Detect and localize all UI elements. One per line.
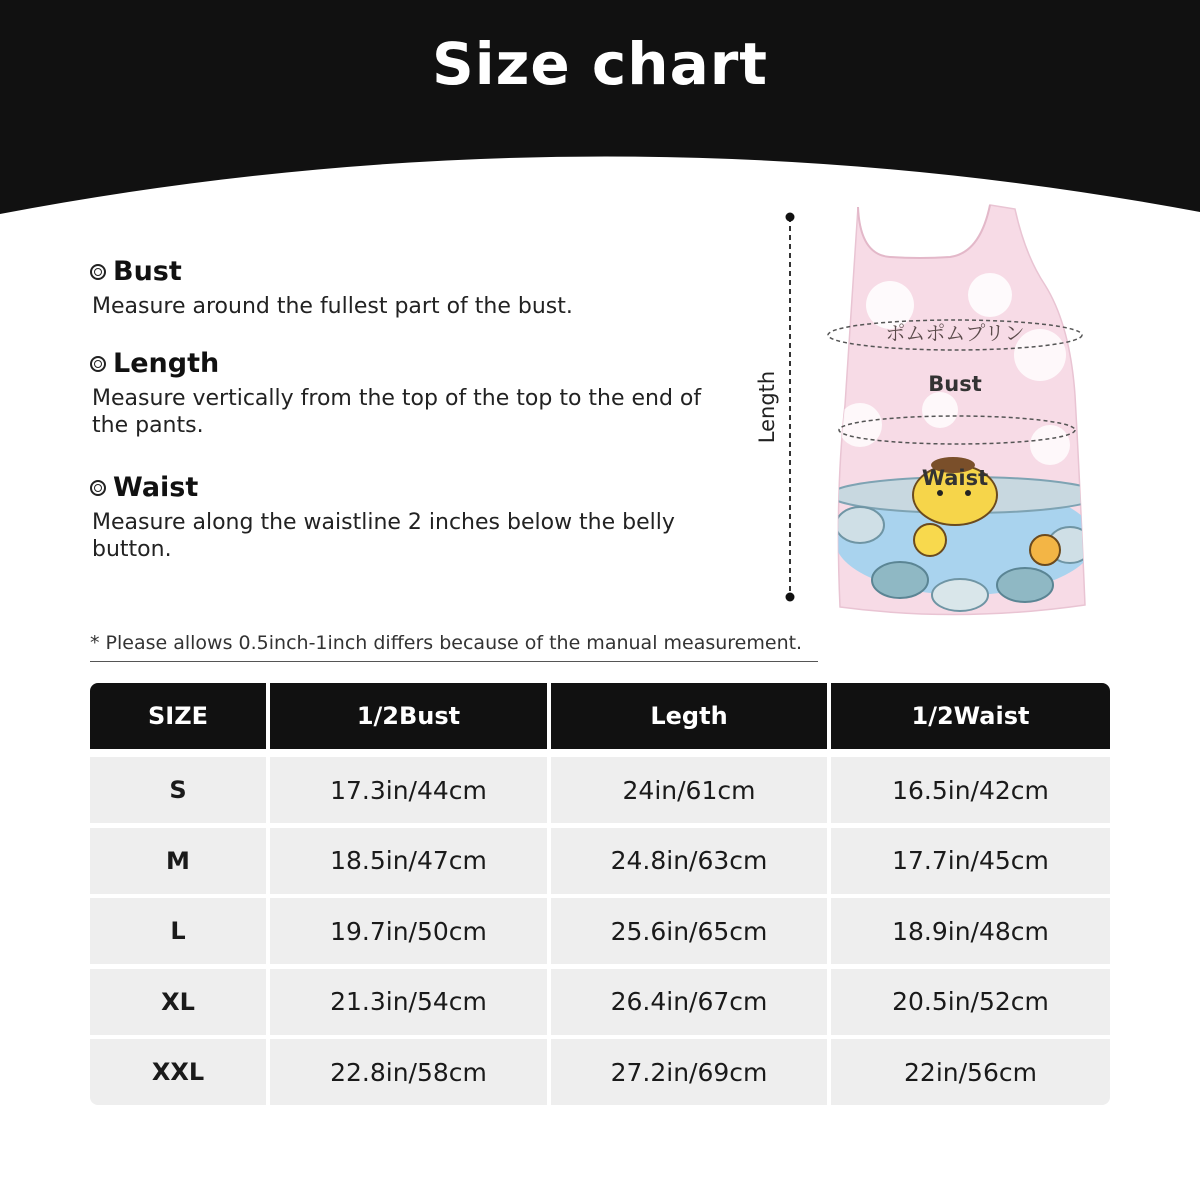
size-table [90, 683, 1110, 1105]
garment-figure [740, 195, 1100, 625]
measure-length-title: Length [113, 348, 220, 379]
header-size: SIZE [90, 683, 266, 749]
bust-cell: 22.8in/58cm [270, 1039, 547, 1105]
tank-top-illustration [740, 195, 1100, 625]
measure-waist [90, 472, 730, 563]
measure-length [90, 348, 730, 439]
measure-waist-title: Waist [113, 472, 199, 503]
waist-cell: 18.9in/48cm [831, 898, 1110, 964]
header-half-bust: 1/2Bust [270, 683, 547, 749]
size-cell: L [90, 898, 266, 964]
length-label: Length [755, 370, 779, 444]
print-text: ポムポムプリン [885, 321, 1025, 345]
length-cell: 24in/61cm [551, 757, 827, 823]
measure-bust-title: Bust [113, 256, 182, 287]
waist-label: Waist [921, 466, 989, 490]
size-cell: XL [90, 969, 266, 1035]
length-cell: 26.4in/67cm [551, 969, 827, 1035]
size-cell: S [90, 757, 266, 823]
header-length: Legth [551, 683, 827, 749]
bust-label: Bust [928, 372, 982, 396]
bullet-icon [90, 480, 106, 496]
table-header-row [90, 683, 1110, 749]
table-row [90, 757, 1110, 823]
waist-cell: 16.5in/42cm [831, 757, 1110, 823]
bullet-icon [90, 356, 106, 372]
size-cell: XXL [90, 1039, 266, 1105]
table-row [90, 898, 1110, 964]
header-half-waist: 1/2Waist [831, 683, 1110, 749]
measurement-note: * Please allows 0.5inch-1inch differs because of the manual measurement. [90, 632, 818, 662]
waist-cell: 20.5in/52cm [831, 969, 1110, 1035]
length-cell: 27.2in/69cm [551, 1039, 827, 1105]
bust-cell: 17.3in/44cm [270, 757, 547, 823]
length-cell: 25.6in/65cm [551, 898, 827, 964]
table-row [90, 828, 1110, 894]
bust-cell: 21.3in/54cm [270, 969, 547, 1035]
table-row [90, 1039, 1110, 1105]
measure-length-description: Measure vertically from the top of the top to the end of the pants. [92, 386, 702, 438]
bust-cell: 19.7in/50cm [270, 898, 547, 964]
waist-cell: 22in/56cm [831, 1039, 1110, 1105]
measure-waist-description: Measure along the waistline 2 inches below the belly button. [92, 510, 675, 562]
bust-cell: 18.5in/47cm [270, 828, 547, 894]
table-row [90, 969, 1110, 1035]
waist-cell: 17.7in/45cm [831, 828, 1110, 894]
measure-bust [90, 256, 730, 320]
size-cell: M [90, 828, 266, 894]
length-cell: 24.8in/63cm [551, 828, 827, 894]
page-title: Size chart [431, 30, 769, 98]
bullet-icon [90, 264, 106, 280]
measure-bust-description: Measure around the fullest part of the bust. [92, 294, 573, 319]
